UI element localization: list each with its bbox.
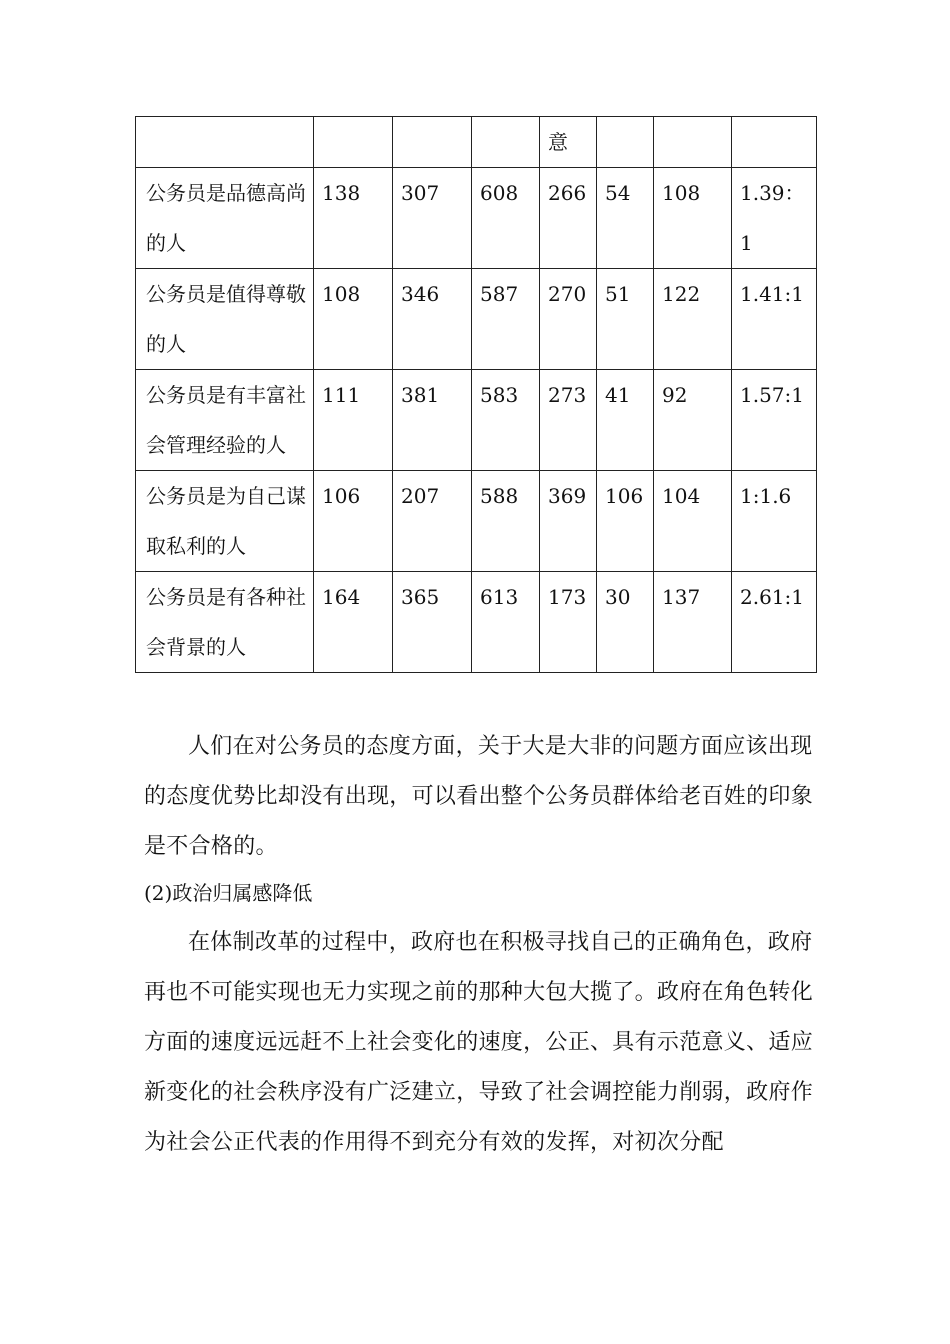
table-cell: 365 <box>393 572 472 673</box>
table-cell: 106 <box>597 471 654 572</box>
table-cell: 106 <box>314 471 393 572</box>
table-cell: 108 <box>654 168 732 269</box>
survey-table <box>135 116 817 673</box>
ratio-cell: 2.61:1 <box>732 572 817 673</box>
table-cell: 92 <box>654 370 732 471</box>
row-label: 公务员是品德高尚的人 <box>136 168 314 269</box>
table-row <box>136 370 817 471</box>
row-label: 公务员是值得尊敬的人 <box>136 269 314 370</box>
table-cell: 266 <box>540 168 597 269</box>
header-cell-empty <box>597 117 654 168</box>
table-cell: 164 <box>314 572 393 673</box>
header-cell-empty <box>472 117 540 168</box>
header-cell-empty <box>654 117 732 168</box>
header-cell-empty <box>393 117 472 168</box>
section-heading: (2)政治归属感降低 <box>144 881 313 905</box>
table-cell: 108 <box>314 269 393 370</box>
table-row <box>136 572 817 673</box>
table-cell: 587 <box>472 269 540 370</box>
table-cell: 51 <box>597 269 654 370</box>
table-cell: 104 <box>654 471 732 572</box>
table-cell: 122 <box>654 269 732 370</box>
row-label: 公务员是有各种社会背景的人 <box>136 572 314 673</box>
table-cell: 207 <box>393 471 472 572</box>
table-cell: 273 <box>540 370 597 471</box>
table-cell: 30 <box>597 572 654 673</box>
table-cell: 588 <box>472 471 540 572</box>
table-cell: 137 <box>654 572 732 673</box>
row-label: 公务员是为自己谋取私利的人 <box>136 471 314 572</box>
header-cell: 意 <box>540 117 597 168</box>
table-cell: 307 <box>393 168 472 269</box>
table-cell: 613 <box>472 572 540 673</box>
table-cell: 138 <box>314 168 393 269</box>
table-cell: 608 <box>472 168 540 269</box>
table-cell: 346 <box>393 269 472 370</box>
table-header-row <box>136 117 817 168</box>
ratio-cell: 1.41:1 <box>732 269 817 370</box>
table-cell: 41 <box>597 370 654 471</box>
table-cell: 270 <box>540 269 597 370</box>
table-row <box>136 269 817 370</box>
table-row <box>136 168 817 269</box>
ratio-cell: 1:1.6 <box>732 471 817 572</box>
header-cell-empty <box>732 117 817 168</box>
header-cell-empty <box>314 117 393 168</box>
table-cell: 583 <box>472 370 540 471</box>
table-cell: 111 <box>314 370 393 471</box>
table-cell: 173 <box>540 572 597 673</box>
table-cell: 369 <box>540 471 597 572</box>
ratio-cell: 1.39：1 <box>732 168 817 269</box>
table-cell: 54 <box>597 168 654 269</box>
ratio-cell: 1.57:1 <box>732 370 817 471</box>
header-cell-empty <box>136 117 314 168</box>
paragraph-reform: 在体制改革的过程中，政府也在积极寻找自己的正确角色，政府再也不可能实现也无力实现之前的那种大包大揽了。政府在角色转化方面的速度远远赶不上社会变化的速度，公正、具有示范意义、适应新变化的社会秩序没有广泛建立，导致了社会调控能力削弱，政府作为社会公正代表的作用得不到充分有效的发挥，对初次分配 <box>144 930 814 1155</box>
row-label: 公务员是有丰富社会管理经验的人 <box>136 370 314 471</box>
table-row <box>136 471 817 572</box>
table-cell: 381 <box>393 370 472 471</box>
paragraph-attitude: 人们在对公务员的态度方面，关于大是大非的问题方面应该出现的态度优势比却没有出现，可以看出整个公务员群体给老百姓的印象是不合格的。 <box>144 734 814 859</box>
